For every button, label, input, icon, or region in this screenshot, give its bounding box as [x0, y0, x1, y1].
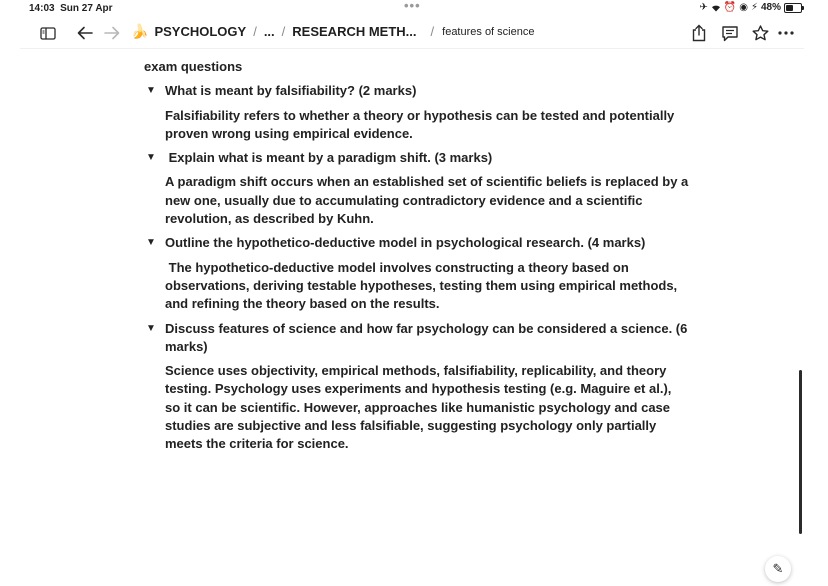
page-content	[144, 58, 689, 460]
breadcrumb-separator: /	[253, 24, 257, 39]
question-text: What is meant by falsifiability? (2 marks)	[165, 83, 417, 99]
wifi-icon	[711, 4, 721, 12]
answer-text: Falsifiability refers to whether a theory or hypothesis can be tested and potentially proven wrong using empirical evidence.	[165, 107, 675, 141]
answer-text: Science uses objectivity, empirical methods, falsifiability, replicability, and theory testing. Psychology uses experiments and hypothesis testing (e.g. Maguire et al.), so it can be scientific. However, approaches like humanistic psychology and case studies are subjective and less falsifiable, suggesting psychology only partially meets the criteria for science.	[165, 363, 672, 452]
toggle-question[interactable]	[144, 149, 689, 167]
toggle-triangle-icon[interactable]: ▼	[146, 152, 156, 164]
question-text: Explain what is meant by a paradigm shift. (3 marks)	[165, 150, 493, 166]
battery-icon	[784, 3, 802, 13]
toggle-triangle-icon[interactable]: ▼	[146, 237, 156, 249]
toggle-question[interactable]	[144, 320, 689, 357]
forward-arrow-icon[interactable]	[102, 22, 122, 44]
sidebar-toggle-icon[interactable]	[39, 22, 57, 44]
alarm-icon: ⏰	[723, 2, 737, 13]
toggle-question[interactable]	[144, 82, 689, 100]
more-options-icon[interactable]	[776, 22, 796, 44]
status-time-date: 14:03 Sun 27 Apr	[29, 3, 113, 14]
breadcrumb-separator: /	[281, 24, 286, 39]
breadcrumb-psychology[interactable]: PSYCHOLOGY	[154, 24, 247, 39]
battery-percent: 48%	[760, 2, 781, 13]
share-icon[interactable]	[689, 22, 709, 44]
question-text: Outline the hypothetico-deductive model in psychological research. (4 marks)	[165, 235, 646, 251]
status-bar	[0, 0, 828, 16]
toolbar	[0, 18, 828, 48]
breadcrumb-ellipsis[interactable]: ...	[263, 24, 275, 39]
toolbar-divider	[20, 48, 804, 49]
banana-icon: 🍌	[131, 23, 149, 39]
status-indicators	[699, 2, 802, 13]
airplane-icon: ✈	[699, 2, 708, 13]
breadcrumb	[131, 23, 534, 40]
focus-icon: ◉	[739, 2, 748, 13]
toggle-triangle-icon[interactable]: ▼	[146, 322, 156, 334]
breadcrumb-research-methods[interactable]: RESEARCH METH...	[292, 24, 417, 39]
toggle-triangle-icon[interactable]: ▼	[146, 85, 156, 97]
section-title: exam questions	[144, 59, 243, 74]
answer-text: The hypothetico-deductive model involves constructing a theory based on observations, deriving testable hypotheses, testing them using empirical methods, and refining the theory based on the results.	[165, 259, 681, 312]
comment-icon[interactable]	[719, 22, 741, 44]
multitasking-dots-icon[interactable]: •••	[404, 0, 421, 13]
battery-fill	[786, 5, 793, 11]
breadcrumb-current-page[interactable]: features of science	[442, 25, 535, 38]
back-arrow-icon[interactable]	[75, 22, 95, 44]
answer-text: A paradigm shift occurs when an established set of scientific beliefs is replaced by a new one, usually due to accumulating contradictory evidence and a scientific revolution, as described by Kuhn.	[165, 174, 689, 227]
star-icon[interactable]	[750, 22, 770, 44]
breadcrumb-separator: /	[430, 24, 435, 39]
scrollbar[interactable]	[799, 370, 802, 534]
toggle-question[interactable]	[144, 234, 689, 252]
charging-icon: ⚡	[750, 2, 758, 13]
pencil-icon[interactable]: ✎	[765, 556, 791, 582]
question-text: Discuss features of science and how far psychology can be considered a science. (6 marks)	[165, 320, 688, 354]
